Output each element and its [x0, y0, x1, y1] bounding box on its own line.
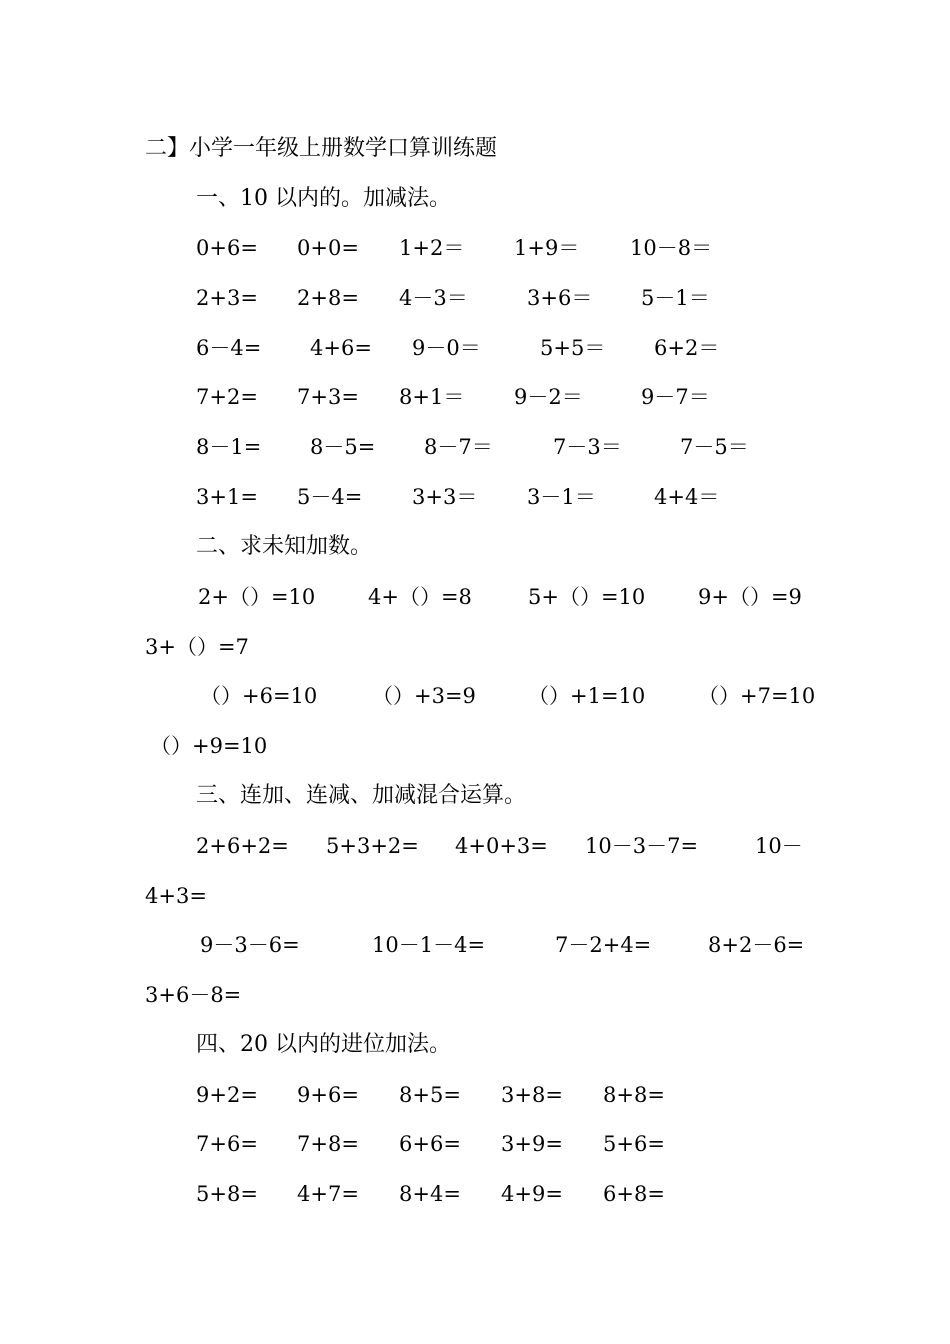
problem: 10－3－7= — [585, 834, 699, 858]
problem: 4+3= — [145, 884, 207, 908]
problem: 4+7= — [297, 1182, 359, 1206]
problem: 6+2＝ — [654, 336, 720, 360]
problem: 10－1－4= — [372, 933, 486, 957]
page-title: 二】小学一年级上册数学口算训练题 — [145, 136, 498, 161]
problem: （）+7=10 — [698, 684, 816, 708]
problem: 5+6= — [603, 1132, 665, 1156]
problem: （）+3=9 — [372, 684, 476, 708]
problem: 1+9＝ — [514, 236, 580, 260]
problem: 10－8＝ — [630, 236, 713, 260]
problem: 7+8= — [297, 1132, 359, 1156]
problem: 10－ — [755, 834, 803, 858]
problem: 3－1＝ — [527, 485, 596, 509]
problem: 9+2= — [196, 1083, 258, 1107]
problem: 6－4= — [196, 336, 262, 360]
section-4-heading: 四、20 以内的进位加法。 — [196, 1032, 451, 1057]
problem: 7－5＝ — [680, 435, 749, 459]
problem: 8+2－6= — [708, 933, 805, 957]
problem: （）+1=10 — [528, 684, 646, 708]
problem: 9－0＝ — [412, 336, 481, 360]
problem: 9+6= — [297, 1083, 359, 1107]
problem: （）+9=10 — [150, 734, 268, 758]
problem: 3+6＝ — [527, 286, 593, 310]
problem: 4+9= — [501, 1182, 563, 1206]
problem: 3+9= — [501, 1132, 563, 1156]
problem: 1+2＝ — [399, 236, 465, 260]
problem: 8－5= — [310, 435, 376, 459]
problem: （）+6=10 — [200, 684, 318, 708]
problem: 4－3＝ — [399, 286, 468, 310]
problem: 8+1＝ — [399, 385, 465, 409]
problem: 3+8= — [501, 1083, 563, 1107]
problem: 5+5＝ — [540, 336, 606, 360]
problem: 2+（）=10 — [198, 585, 316, 609]
problem: 7－3＝ — [553, 435, 622, 459]
problem: 8+5= — [399, 1083, 461, 1107]
problem: 5－4= — [297, 485, 363, 509]
problem: 8－1= — [196, 435, 262, 459]
section-1-heading: 一、10 以内的。加减法。 — [196, 186, 451, 211]
section-2-heading: 二、求未知加数。 — [196, 534, 373, 559]
problem: 4+6= — [310, 336, 372, 360]
problem: 6+6= — [399, 1132, 461, 1156]
problem: 9－3－6= — [200, 933, 300, 957]
problem: 9－7＝ — [641, 385, 710, 409]
problem: 5+（）=10 — [528, 585, 646, 609]
problem: 7+2= — [196, 385, 258, 409]
problem: 8+4= — [399, 1182, 461, 1206]
problem: 5+3+2= — [326, 834, 419, 858]
problem: 4+（）=8 — [368, 585, 472, 609]
problem: 4+4＝ — [654, 485, 720, 509]
problem: 3+3＝ — [412, 485, 478, 509]
problem: 3+6－8= — [145, 983, 242, 1007]
problem: 2+6+2= — [196, 834, 289, 858]
problem: 9+（）=9 — [698, 585, 802, 609]
problem: 7+3= — [297, 385, 359, 409]
problem: 3+1= — [196, 485, 258, 509]
problem: 3+（）=7 — [145, 635, 249, 659]
problem: 0+6= — [196, 236, 258, 260]
problem: 8－7＝ — [424, 435, 493, 459]
problem: 9－2＝ — [514, 385, 583, 409]
problem: 5+8= — [196, 1182, 258, 1206]
section-3-heading: 三、连加、连减、加减混合运算。 — [196, 783, 527, 808]
problem: 2+8= — [297, 286, 359, 310]
problem: 7－2+4= — [555, 933, 652, 957]
problem: 4+0+3= — [455, 834, 548, 858]
problem: 6+8= — [603, 1182, 665, 1206]
problem: 5－1＝ — [641, 286, 710, 310]
problem: 2+3= — [196, 286, 258, 310]
problem: 7+6= — [196, 1132, 258, 1156]
problem: 8+8= — [603, 1083, 665, 1107]
problem: 0+0= — [297, 236, 359, 260]
